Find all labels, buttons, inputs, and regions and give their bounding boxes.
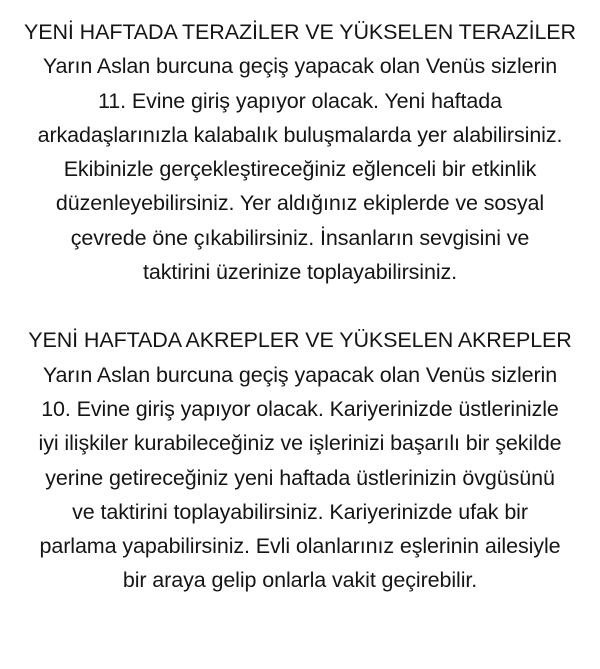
paragraph-line: taktirini üzerinize toplayabilirsiniz. [142,260,458,285]
paragraph-line: ve taktirini toplayabilirsiniz. Kariyerinizde ufak bir [72,499,528,524]
paragraph-line: arkadaşlarınızla kalabalık buluşmalarda yer alabilirsiniz. [37,122,563,147]
paragraph-line: bir araya gelip onlarla vakit geçirebilir. [122,568,478,593]
section-libra [0,15,600,289]
paragraph-line: Yarın Aslan burcuna geçiş yapacak olan Venüs sizlerin [42,362,558,387]
paragraph-line: 10. Evine giriş yapıyor olacak. Kariyerinizde üstlerinizle [41,396,559,421]
paragraph-line: düzenleyebilirsiniz. Yer aldığınız ekiplerde ve sosyal [55,191,545,216]
paragraph-line: Yarın Aslan burcuna geçiş yapacak olan Venüs sizlerin [42,54,558,79]
section-title: YENİ HAFTADA TERAZİLER VE YÜKSELEN TERAZİLER [24,20,576,44]
paragraph-line: yerine getireceğiniz yeni haftada üstlerinizin övgüsünü [45,465,555,490]
paragraph-line: parlama yapabilirsiniz. Evli olanlarınız eşlerinin ailesiyle [39,534,561,559]
paragraph-line: Ekibinizle gerçekleştireceğiniz eğlenceli bir etkinlik [63,157,537,182]
paragraph-line: 11. Evine giriş yapıyor olacak. Yeni haftada [98,88,502,113]
paragraph-line: iyi ilişkiler kurabileceğiniz ve işlerinizi başarılı bir şekilde [38,431,562,456]
paragraph-line: çevrede öne çıkabilirsiniz. İnsanların sevgisini ve [70,225,530,250]
section-scorpio [0,323,600,597]
section-title: YENİ HAFTADA AKREPLER VE YÜKSELEN AKREPLER [28,328,572,353]
